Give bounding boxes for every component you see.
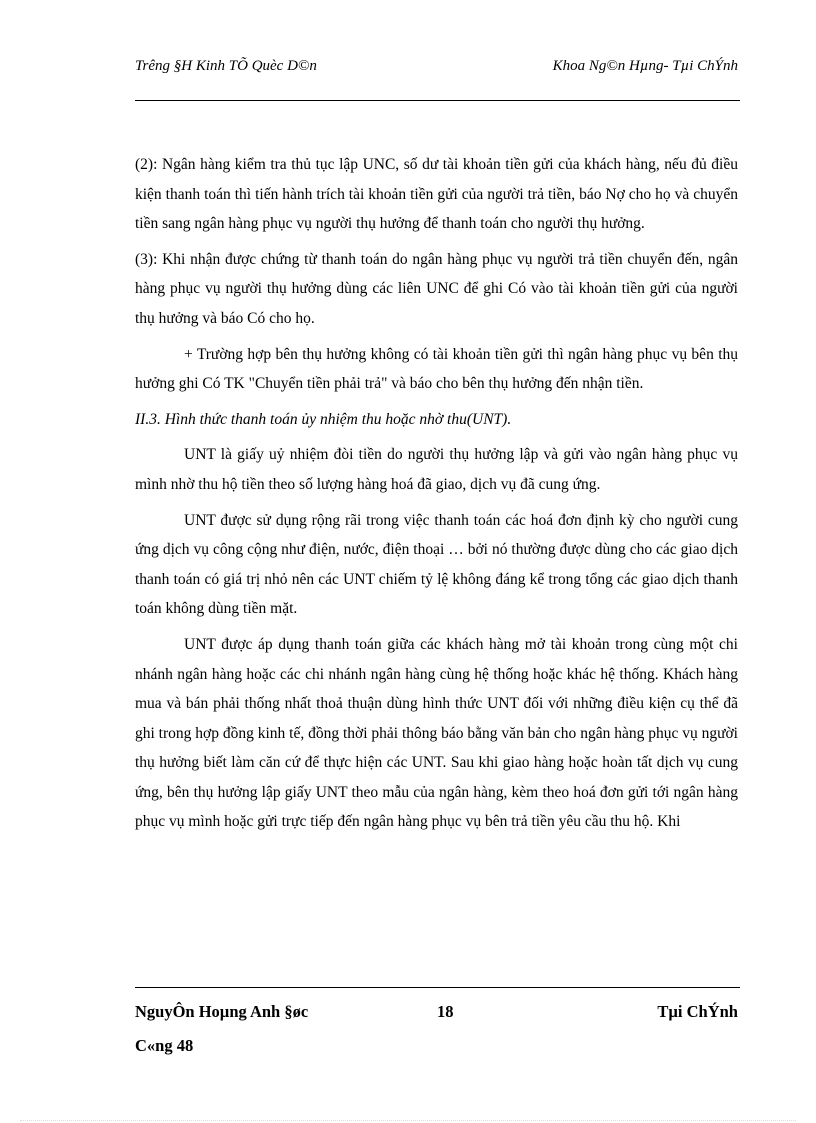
footer-divider <box>135 987 740 988</box>
paragraph-step-3: (3): Khi nhận được chứng từ thanh toán do ngân hàng phục vụ người trả tiền chuyển đến, ngân hàng phục vụ người thụ hưởng dùng các liên UNC để ghi Có vào tài khoản tiền gửi của người thụ hưởng và báo Có cho họ. <box>135 250 738 327</box>
paragraph-step-2: (2): Ngân hàng kiểm tra thủ tục lập UNC, số dư tài khoản tiền gửi của khách hàng, nếu đủ điều kiện thanh toán thì tiến hành trích tài khoản tiền gửi của người trả tiền, báo Nợ cho họ và chuyển tiền sang ngân hàng phục vụ người thụ hưởng để thanh toán cho người thụ hưởng. <box>135 156 738 233</box>
page-number: 18 <box>437 1002 454 1021</box>
header-divider <box>135 100 740 101</box>
footer-class: C«ng 48 <box>135 1036 194 1055</box>
header-school: Trêng §H Kinh TÕ Quèc D©n <box>135 58 317 74</box>
page-edge-divider <box>20 1120 796 1121</box>
footer-author: NguyÔn Hoµng Anh §øc <box>135 1002 309 1021</box>
paragraph-unt-usage: UNT được sử dụng rộng rãi trong việc thanh toán các hoá đơn định kỳ cho người cung ứng dịch vụ công cộng như điện, nước, điện thoại … bởi nó thường được dùng cho các giao dịch thanh toán có giá trị nhỏ nên các UNT chiếm tỷ lệ không đáng kể trong tổng các giao dịch thanh toán không dùng tiền mặt. <box>135 511 738 618</box>
paragraph-beneficiary-case: + Trường hợp bên thụ hưởng không có tài khoản tiền gửi thì ngân hàng phục vụ bên thụ hưởng ghi Có TK "Chuyển tiền phải trả" và báo cho bên thụ hưởng đến nhận tiền. <box>135 345 738 393</box>
paragraph-unt-definition: UNT là giấy uỷ nhiệm đòi tiền do người thụ hưởng lập và gửi vào ngân hàng phục vụ mình nhờ thu hộ tiền theo số lượng hàng hoá đã giao, dịch vụ đã cung ứng. <box>135 446 738 493</box>
section-heading: II.3. Hình thức thanh toán ủy nhiệm thu hoặc nhờ thu(UNT). <box>135 410 512 428</box>
page-body <box>135 150 738 843</box>
paragraph-unt-application: UNT được áp dụng thanh toán giữa các khách hàng mở tài khoản trong cùng một chi nhánh ngân hàng hoặc các chi nhánh ngân hàng cùng hệ thống hoặc khác hệ thống. Khách hàng mua và bán phải thống nhất thoả thuận dùng hình thức UNT đối với những điều kiện cụ thể đã ghi trong hợp đồng kinh tế, đồng thời phải thông báo bằng văn bản cho ngân hàng phục vụ người thụ hưởng biết làm căn cứ để thực hiện các UNT. Sau khi giao hàng hoặc hoàn tất dịch vụ cung ứng, bên thụ hưởng lập giấy UNT theo mẫu của ngân hàng, kèm theo hoá đơn gửi tới ngân hàng phục vụ mình hoặc gửi trực tiếp đến ngân hàng phục vụ bên trả tiền yêu cầu thu hộ. Khi <box>135 635 738 831</box>
footer-department: Tµi ChÝnh <box>657 1002 738 1021</box>
header-faculty: Khoa Ng©n Hµng- Tµi ChÝnh <box>552 58 738 74</box>
page-header <box>135 58 740 78</box>
